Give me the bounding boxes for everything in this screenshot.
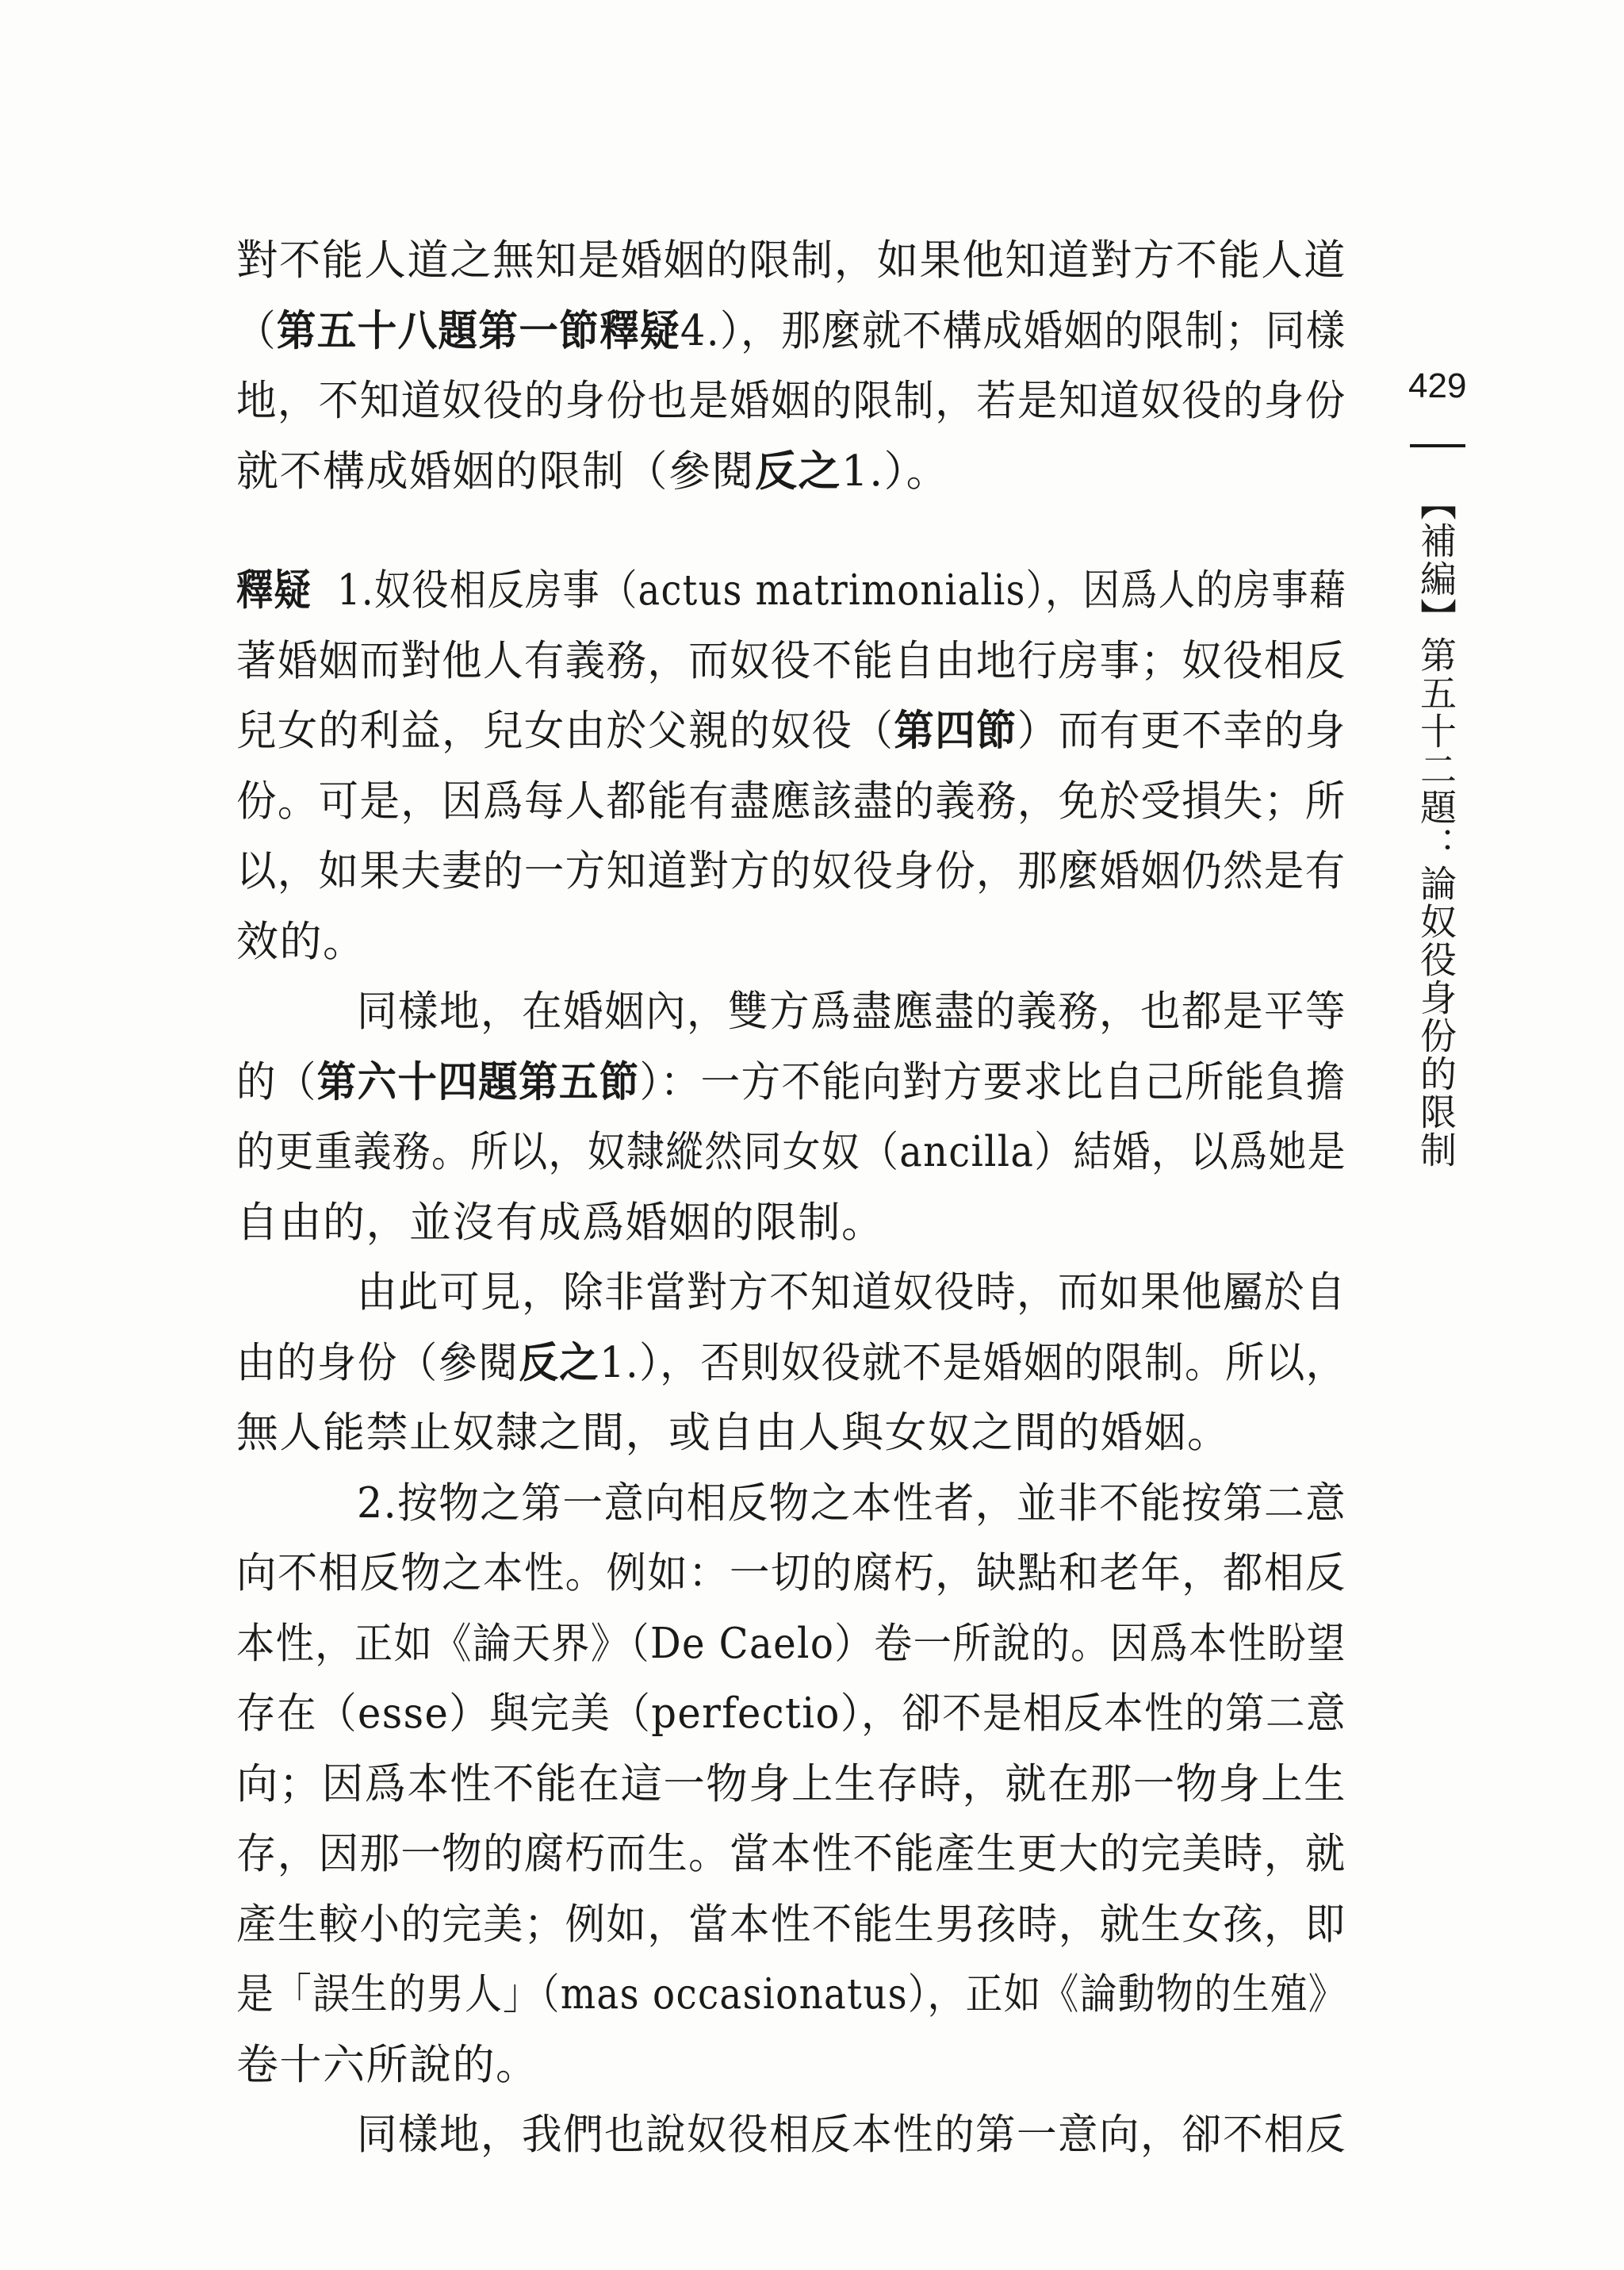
text-line: 釋疑 1.奴役相反房事（actus matrimonialis），因爲人的房事藉 [236,566,1347,615]
text-line: 2.按物之第一意向相反物之本性者，並非不能按第二意 [357,1478,1347,1528]
text-line: 份。可是，因爲每人都能有盡應該盡的義務，免於受損失；所 [236,776,1346,826]
text-line: 存，因那一物的腐朽而生。當本性不能產生更大的完美時，就 [236,1830,1346,1878]
text-line: 地，不知道奴役的身份也是婚姻的限制，若是知道奴役的身份 [236,377,1346,425]
text-line: 無人能禁止奴隸之間，或自由人與女奴之間的婚姻。 [236,1409,1231,1457]
cross-reference: 第五十八題第一節釋疑 [276,306,680,355]
page-number: 429 [1408,366,1467,405]
text-line: 由此可見，除非當對方不知道奴役時，而如果他屬於自 [357,1268,1346,1317]
text-line: 存在（esse）與完美（perfectio），卻不是相反本性的第二意 [236,1689,1347,1738]
text-line: 著婚姻而對他人有義務，而奴役不能自由地行房事；奴役相反 [236,636,1346,685]
running-head: 【補編】第五十二題：論奴役身份的限制 [1415,484,1457,1169]
text-line: 的（第六十四題第五節）：一方不能向對方要求比自己所能負擔 [236,1057,1346,1106]
cross-reference: 反之 [755,447,841,496]
text-line: 自由的，並沒有成爲婚姻的限制。 [236,1198,885,1247]
text-line: 向不相反物之本性。例如：一切的腐朽，缺點和老年，都相反 [236,1549,1346,1597]
text-line: 本性，正如《論天界》（De Caelo）卷一所說的。因爲本性盼望 [236,1619,1346,1668]
main-text [236,226,1346,2171]
text-line: 對不能人道之無知是婚姻的限制，如果他知道對方不能人道 [236,236,1346,285]
text-line: 就不構成婚姻的限制（參閱反之1.）。 [236,447,950,496]
text-line: 同樣地，在婚姻內，雙方爲盡應盡的義務，也都是平等 [357,987,1346,1036]
cross-reference: 第六十四題第五節 [316,1057,640,1106]
text-line: 以，如果夫妻的一方知道對方的奴役身份，那麼婚姻仍然是有 [236,847,1346,895]
text-line: 產生較小的完美；例如，當本性不能生男孩時，就生女孩，即 [236,1900,1346,1949]
text-line: 向；因爲本性不能在這一物身上生存時，就在那一物身上生 [236,1759,1346,1808]
section-label: 釋疑 [236,566,312,615]
text-line: 由的身份（參閱反之1.），否則奴役就不是婚姻的限制。所以， [236,1338,1346,1387]
text-line: 兒女的利益，兒女由於父親的奴役（第四節）而有更不幸的身 [236,707,1346,755]
text-line: 同樣地，我們也說奴役相反本性的第一意向，卻不相反 [357,2111,1346,2159]
margin-divider [1410,444,1465,447]
text-line: 卷十六所說的。 [236,2040,539,2089]
cross-reference: 反之 [519,1338,600,1387]
text-line: 效的。 [236,917,366,966]
text-line: （第五十八題第一節釋疑4.），那麼就不構成婚姻的限制；同樣 [236,306,1346,355]
cross-reference: 第四節 [894,707,1017,755]
text-line: 的更重義務。所以，奴隸縱然同女奴（ancilla）結婚，以爲她是 [236,1128,1346,1176]
text-line: 是「誤生的男人」（mas occasionatus），正如《論動物的生殖》 [236,1970,1346,2019]
